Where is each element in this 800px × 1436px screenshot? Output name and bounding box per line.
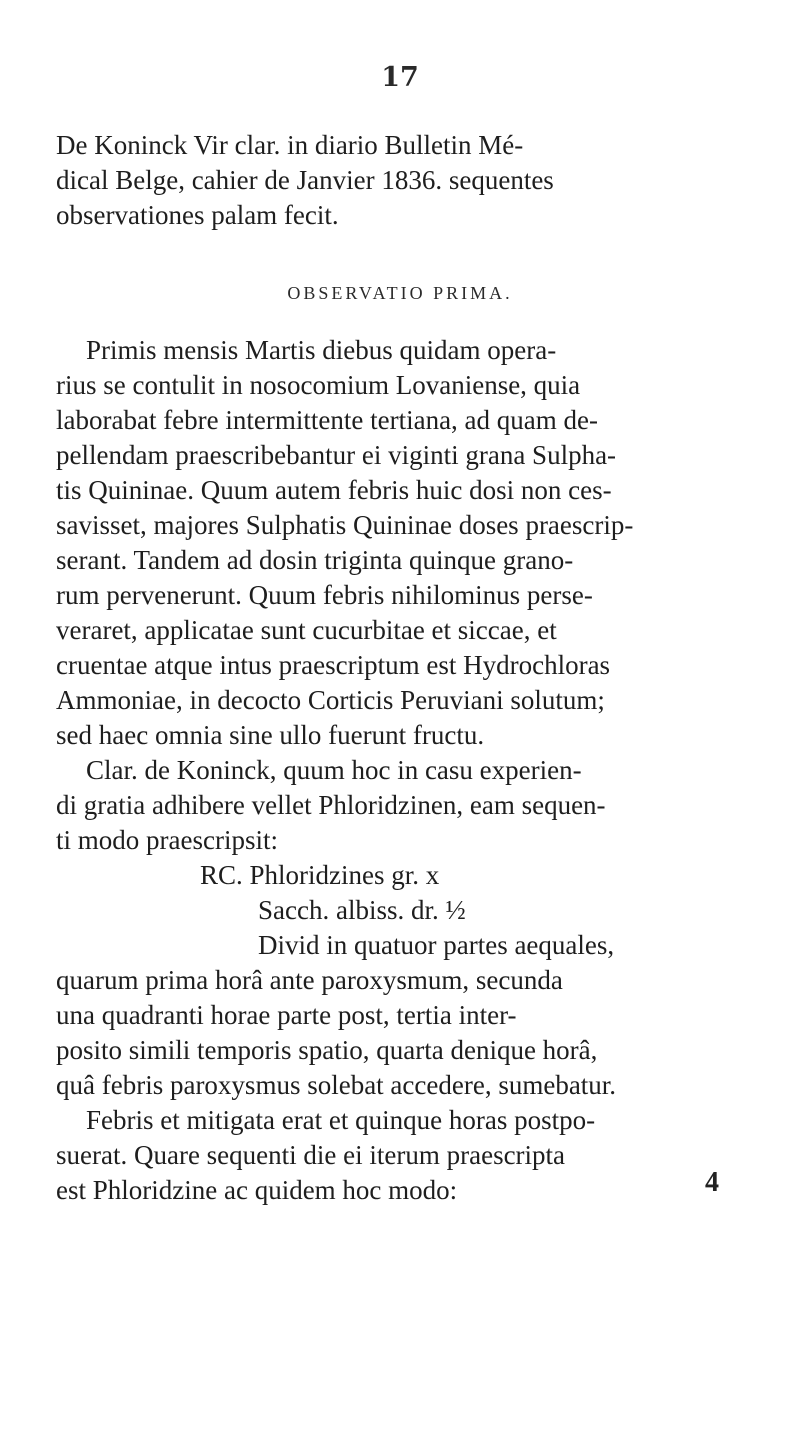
text-line: rius se contulit in nosocomium Lovaniense, quia <box>56 370 581 400</box>
text-line: rum pervenerunt. Quum febris nihilominus perse- <box>56 580 593 610</box>
text-line: quâ febris paroxysmus solebat accedere, sumebatur. <box>56 1070 617 1100</box>
prescription-formula <box>0 858 800 963</box>
text-line: cruentae atque intus praescriptum est Hydrochloras <box>56 650 611 680</box>
text-line: Febris et mitigata erat et quinque horas postpo- <box>86 1105 596 1135</box>
intro-line: dical Belge, cahier de Janvier 1836. sequentes <box>56 165 554 195</box>
intro-paragraph <box>56 128 749 233</box>
page-number: 17 <box>381 62 419 93</box>
text-line: est Phloridzine ac quidem hoc modo: <box>56 1175 458 1205</box>
text-line: sed haec omnia sine ullo fuerunt fructu. <box>56 720 485 750</box>
text-line: Primis mensis Martis diebus quidam opera- <box>86 335 557 365</box>
text-line: quarum prima horâ ante paroxysmum, secunda <box>56 965 563 995</box>
paragraph-3 <box>56 963 749 1208</box>
text-line: serant. Tandem ad dosin triginta quinque grano- <box>56 545 574 575</box>
formula-line: Divid in quatuor partes aequales, <box>258 930 615 960</box>
text-line: Ammoniae, in decocto Corticis Peruviani solutum; <box>56 685 605 715</box>
text-line: di gratia adhibere vellet Phloridzinen, eam sequen- <box>56 790 606 820</box>
text-line: tis Quininae. Quum autem febris huic dosi non ces- <box>56 475 612 505</box>
paragraph-1 <box>56 333 749 753</box>
text-line: una quadranti horae parte post, tertia inter- <box>56 1000 517 1030</box>
catchword: 4 <box>705 1167 719 1198</box>
intro-line: observationes palam fecit. <box>56 200 339 230</box>
text-line: ti modo praescripsit: <box>56 825 278 855</box>
text-line: posito simili temporis spatio, quarta denique horâ, <box>56 1035 598 1065</box>
formula-line: Sacch. albiss. dr. ½ <box>258 895 466 925</box>
paragraph-2 <box>56 753 749 858</box>
text-line: suerat. Quare sequenti die ei iterum praescripta <box>56 1140 566 1170</box>
intro-line: De Koninck Vir clar. in diario Bulletin Mé- <box>56 130 524 160</box>
text-line: Clar. de Koninck, quum hoc in casu experien- <box>86 755 582 785</box>
formula-line: RC. Phloridzines gr. x <box>200 860 440 890</box>
text-line: veraret, applicatae sunt cucurbitae et siccae, et <box>56 615 557 645</box>
text-line: pellendam praescribebantur ei viginti grana Sulpha- <box>56 440 617 470</box>
section-heading: OBSERVATIO PRIMA. <box>287 283 513 303</box>
text-line: savisset, majores Sulphatis Quininae doses praescrip- <box>56 510 634 540</box>
text-line: laborabat febre intermittente tertiana, ad quam de- <box>56 405 598 435</box>
